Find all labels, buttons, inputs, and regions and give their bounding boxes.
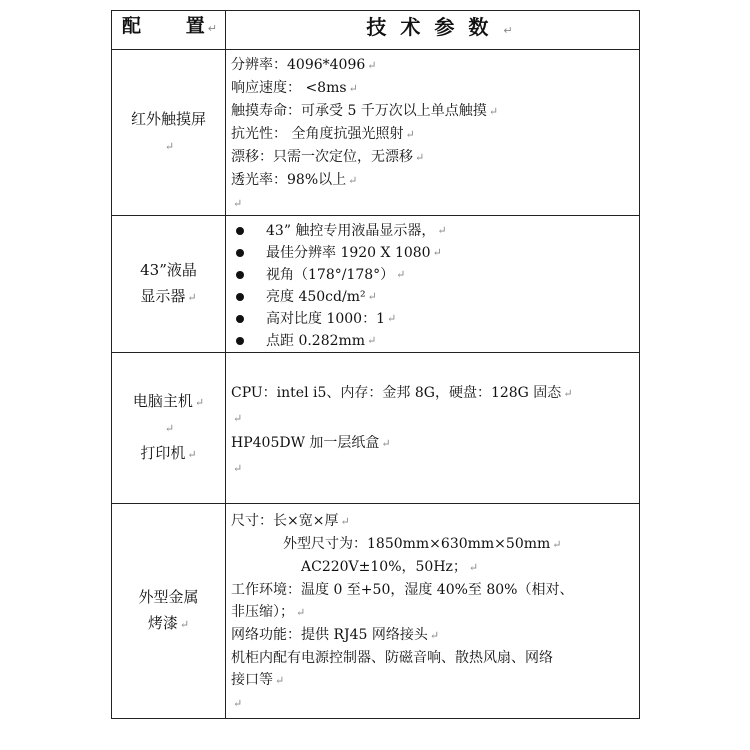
spec-line: 透光率：98%以上 ↵ [231, 172, 358, 188]
spec-line: 响应速度： <8ms ↵ [231, 80, 358, 96]
spec-line: ↵ [233, 697, 243, 710]
row-label-cell [112, 216, 226, 353]
spec-line: ↵ [233, 412, 243, 425]
bullet-icon [236, 293, 244, 301]
row-label-cell [112, 353, 226, 504]
table-row [112, 50, 640, 216]
spec-bullet-item: 43” 触控专用液晶显示器， ↵ [236, 220, 639, 242]
spec-line: AC220V±10%，50Hz； ↵ [301, 559, 479, 575]
table-row [112, 216, 640, 353]
spec-bullet-item: 视角（178°/178°） ↵ [236, 264, 639, 286]
header-config-cell [112, 11, 226, 50]
bullet-icon [236, 337, 244, 345]
row-label: 烤漆 ↵ [147, 614, 190, 632]
row-label-cell [112, 504, 226, 719]
table-row [112, 504, 640, 719]
row-specs-cell [226, 216, 640, 353]
row-label: 外型金属 [138, 588, 199, 606]
return-mark: ↵ [164, 422, 175, 435]
header-specs-title: 技术参数 [366, 15, 503, 39]
bullet-icon [236, 227, 244, 235]
row-label: 43”液晶 [140, 261, 197, 279]
spec-bullet-item: 最佳分辨率 1920 X 1080 ↵ [236, 242, 639, 264]
row-label: 显示器 ↵ [140, 287, 197, 305]
header-specs-cell [226, 11, 640, 50]
spec-line: 外型尺寸为：1850mm×630mm×50mm ↵ [283, 536, 562, 552]
spec-bullet-item: 高对比度 1000：1 ↵ [236, 308, 639, 330]
spec-line: ↵ [233, 462, 243, 475]
header-config-char-2: 置↵ [185, 15, 217, 37]
spec-line: 接口等 ↵ [231, 672, 285, 688]
table-row [112, 353, 640, 504]
spec-line: 机柜内配有电源控制器、防磁音响、散热风扇、网络 [231, 650, 553, 666]
spec-line: 工作环境：温度 0 至+50，湿度 40%至 80%（相对、 [231, 582, 574, 598]
spec-line: ↵ [233, 197, 243, 210]
row-specs-cell [226, 50, 640, 216]
row-specs-cell [226, 504, 640, 719]
spec-table [111, 10, 640, 719]
spec-bullet-item: 点距 0.282mm ↵ [236, 330, 639, 352]
row-label: 打印机 ↵ [140, 444, 197, 462]
return-mark: ↵ [164, 139, 175, 153]
bullet-icon [236, 271, 244, 279]
bullet-icon [236, 315, 244, 323]
bullet-icon [236, 249, 244, 257]
return-mark: ↵ [207, 22, 217, 35]
row-label-cell [112, 50, 226, 216]
spec-line: 尺寸：长×宽×厚 ↵ [231, 513, 350, 529]
spec-line: 分辨率：4096*4096 ↵ [231, 57, 377, 73]
spec-line: CPU：intel i5、内存：金邦 8G，硬盘：128G 固态 ↵ [231, 385, 573, 401]
header-config-char-1: 配 [122, 15, 144, 37]
spec-bullet-item: 亮度 450cd/m² ↵ [236, 286, 639, 308]
spec-line: 非压缩）； ↵ [231, 604, 306, 620]
header-row [112, 11, 640, 50]
spec-line: 抗光性： 全角度抗强光照射 ↵ [231, 126, 415, 142]
row-specs-cell [226, 353, 640, 504]
return-mark: ↵ [503, 24, 513, 37]
spec-line: 网络功能：提供 RJ45 网络接头 ↵ [231, 627, 440, 643]
spec-line: 触摸寿命：可承受 5 千万次以上单点触摸 ↵ [231, 103, 499, 119]
spec-line: 漂移：只需一次定位，无漂移 ↵ [231, 149, 425, 165]
row-label: 红外触摸屏 [130, 109, 206, 128]
row-label: 电脑主机 ↵ [132, 392, 205, 410]
spec-line: HP405DW 加一层纸盒 ↵ [231, 435, 391, 451]
